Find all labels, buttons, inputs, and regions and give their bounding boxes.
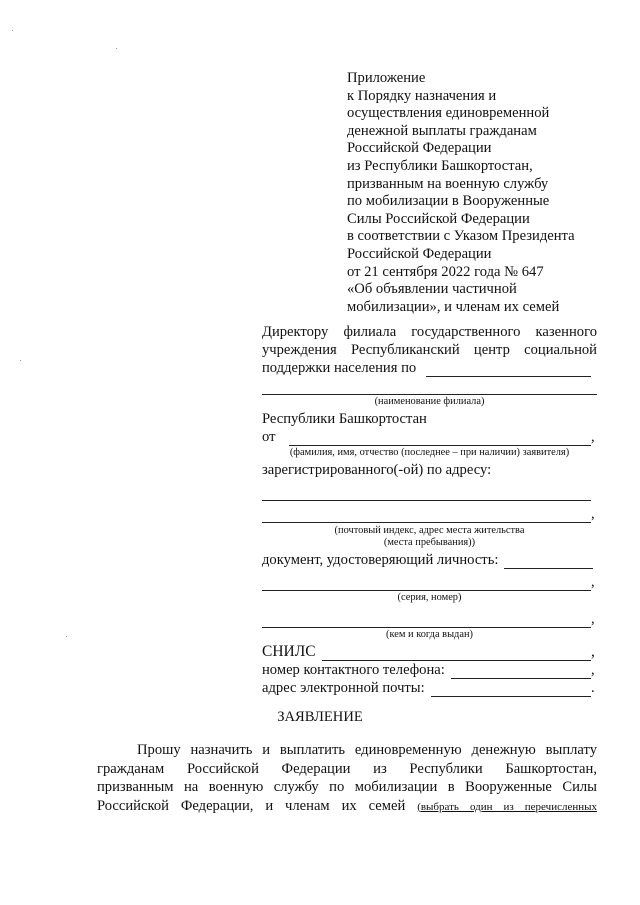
statement-line-4 xyxy=(97,797,597,817)
appendix-line: Российской Федерации xyxy=(347,140,492,157)
issued-field[interactable] xyxy=(262,614,591,628)
period: . xyxy=(591,680,595,696)
comma: , xyxy=(591,662,595,678)
branch-name-field-2[interactable] xyxy=(262,381,597,395)
appendix-header xyxy=(347,70,627,316)
addressee-block xyxy=(262,323,597,697)
issued-line xyxy=(262,610,597,628)
document-line xyxy=(262,551,597,569)
comma: , xyxy=(591,611,595,627)
caption-issued: (кем и когда выдан) xyxy=(386,629,473,640)
addressee-line: поддержки населения по xyxy=(262,360,417,376)
appendix-line: в соответствии с Указом Президента xyxy=(347,228,575,245)
email-field[interactable] xyxy=(431,683,591,697)
statement-title: ЗАЯВЛЕНИЕ xyxy=(277,709,363,725)
snils-field[interactable] xyxy=(322,647,591,661)
scan-speck xyxy=(66,636,67,637)
appendix-line: мобилизации», и членам их семей xyxy=(347,298,560,315)
series-field[interactable] xyxy=(262,577,591,591)
appendix-line: из Республики Башкортостан, xyxy=(347,157,533,174)
appendix-line: денежной выплаты гражданам xyxy=(347,122,537,139)
phone-label: номер контактного телефона: xyxy=(262,662,445,678)
statement-line: гражданам Российской Федерации из Республики Башкортостан, xyxy=(97,760,597,777)
scan-speck xyxy=(12,30,13,31)
statement-line: Прошу назначить и выплатить единовременную денежную выплату xyxy=(137,742,597,758)
from-line xyxy=(262,428,597,446)
snils-label: СНИЛС xyxy=(262,643,316,660)
comma: , xyxy=(591,506,595,522)
email-label: адрес электронной почты: xyxy=(262,680,425,696)
from-label: от xyxy=(262,429,276,445)
addressee-line: Директору филиала государственного казенного xyxy=(262,324,597,340)
appendix-line: по мобилизации в Вооруженные xyxy=(347,193,550,210)
address-line-1 xyxy=(262,487,597,501)
registered-line xyxy=(262,461,597,479)
branch-name-field-1[interactable] xyxy=(426,363,591,377)
statement-body xyxy=(97,741,597,816)
appendix-line: Российской Федерации xyxy=(347,245,492,262)
region-text: Республики Башкортостан xyxy=(262,411,427,427)
appendix-line: Приложение xyxy=(347,70,426,86)
appendix-line: Силы Российской Федерации xyxy=(347,210,530,227)
caption-address-2: (места пребывания)) xyxy=(383,537,476,548)
registered-label: зарегистрированного(-ой) по адресу: xyxy=(262,462,492,478)
statement-line: призванным на военную службу по мобилизации в Вооруженные Силы xyxy=(97,779,597,795)
appendix-line: к Порядку назначения и xyxy=(347,87,497,104)
appendix-line: от 21 сентября 2022 года № 647 xyxy=(347,263,544,280)
document-label: документ, удостоверяющий личность: xyxy=(262,552,499,568)
address-line-2 xyxy=(262,505,597,523)
caption-address-1: (почтовый индекс, адрес места жительства xyxy=(334,525,525,536)
branch-line xyxy=(262,359,597,377)
statement-line-note: (выбрать один из перечисленных xyxy=(417,800,597,813)
appendix-line: «Об объявлении частичной xyxy=(347,281,517,298)
caption-series: (серия, номер) xyxy=(397,592,462,603)
appendix-line: призванным на военную службу xyxy=(347,175,549,192)
comma: , xyxy=(591,574,595,590)
phone-line xyxy=(262,661,597,679)
region-line xyxy=(262,410,597,428)
comma: , xyxy=(591,643,595,660)
appendix-line: осуществления единовременной xyxy=(347,105,550,122)
addressee-line: учреждения Республиканский центр социальной xyxy=(262,342,597,358)
phone-field[interactable] xyxy=(451,665,591,679)
scan-speck xyxy=(116,48,117,49)
document-field[interactable] xyxy=(504,555,593,569)
snils-line xyxy=(262,643,597,661)
applicant-name-field[interactable] xyxy=(289,432,591,446)
caption-name: (фамилия, имя, отчество (последнее – при наличии) заявителя) xyxy=(289,447,570,458)
comma: , xyxy=(591,429,595,445)
branch-line-2 xyxy=(262,381,597,395)
email-line xyxy=(262,679,597,697)
caption-branch: (наименование филиала) xyxy=(374,396,485,407)
scan-speck xyxy=(20,360,21,361)
address-field-1[interactable] xyxy=(262,487,591,501)
series-line xyxy=(262,573,597,591)
statement-line-main: Российской Федерации, и членам их семей xyxy=(97,797,406,814)
address-field-2[interactable] xyxy=(262,509,591,523)
